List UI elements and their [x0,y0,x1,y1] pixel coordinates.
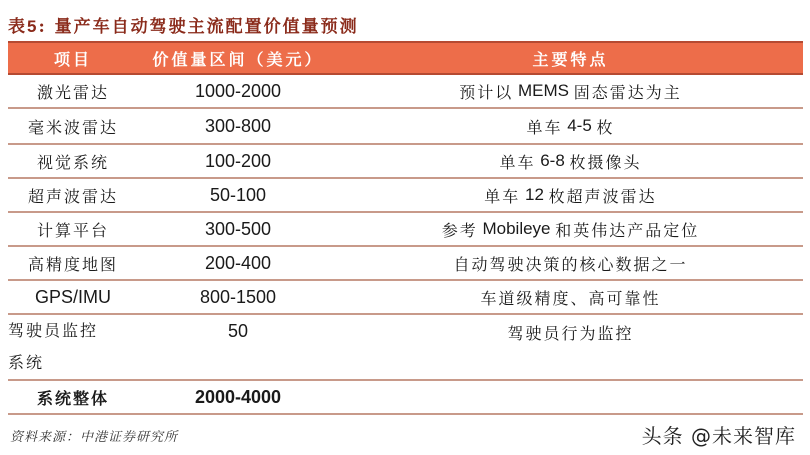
source-note: 资料来源：中港证券研究所 [10,430,179,445]
row-item: 视觉系统 [36,152,109,172]
row-item-line1: 驾驶员监控 [8,321,99,340]
row-item: 超声波雷达 [27,186,118,206]
table-row [8,109,803,145]
row-feature: 驾驶员行为监控 [507,324,634,343]
row-value: 300-800 [204,115,272,136]
row-feature [338,109,803,143]
header-features: 主要特点 [532,49,609,69]
feature-text: 枚摄像头 [569,152,642,172]
table-row [8,75,803,109]
feature-latin: Mobileye [477,219,556,238]
feature-text: 单车 [526,117,563,137]
row-item: 系统整体 [36,388,109,408]
feature-text: 固态雷达为主 [573,82,682,102]
feature-latin: 12 [520,185,549,204]
row-item: 计算平台 [36,220,109,240]
table-row [8,281,803,315]
row-feature [338,145,803,177]
table-row [8,247,803,281]
row-item: 高精度地图 [27,254,118,274]
row-value: 300-500 [204,218,272,239]
table-header [8,41,803,75]
feature-latin: MEMS [513,81,574,100]
feature-text: 枚 [596,117,615,137]
feature-text: 枚超声波雷达 [548,186,657,206]
row-value: 50 [227,321,249,341]
row-item: GPS/IMU [34,286,111,307]
row-feature [338,381,803,413]
row-value: 800-1500 [199,286,277,307]
table-row-total [8,381,803,415]
feature-text: 参考 [441,220,478,240]
title-text: : 量产车自动驾驶主流配置价值量预测 [38,17,359,37]
header-item: 项目 [53,49,92,69]
row-feature: 自动驾驶决策的核心数据之一 [453,254,688,274]
watermark: 头条 @未来智库 [641,424,796,448]
value-forecast-table [8,41,803,415]
title-number: 5 [27,17,39,36]
feature-text: 预计以 [459,82,514,102]
row-value: 2000-4000 [194,386,282,407]
feature-latin: 6-8 [535,151,570,170]
row-value: 200-400 [204,252,272,273]
header-value-range: 价值量区间（美元） [152,49,324,69]
feature-latin: 4-5 [562,116,597,135]
table-row [8,315,803,381]
row-item: 激光雷达 [36,82,109,102]
title-prefix: 表 [8,17,27,37]
row-feature [338,213,803,245]
row-feature [338,75,803,107]
row-feature: 车道级精度、高可靠性 [480,288,661,308]
row-item: 毫米波雷达 [27,117,118,137]
row-feature [338,179,803,211]
table-row [8,145,803,179]
row-value: 100-200 [204,150,272,171]
feature-text: 单车 [484,186,521,206]
row-item-line2: 系统 [8,353,45,372]
row-value: 1000-2000 [194,80,282,101]
table-title [8,12,359,37]
feature-text: 和英伟达产品定位 [555,220,700,240]
row-item [8,315,138,379]
table-row [8,179,803,213]
row-value: 50-100 [209,184,267,205]
feature-text: 单车 [499,152,536,172]
table-row [8,213,803,247]
